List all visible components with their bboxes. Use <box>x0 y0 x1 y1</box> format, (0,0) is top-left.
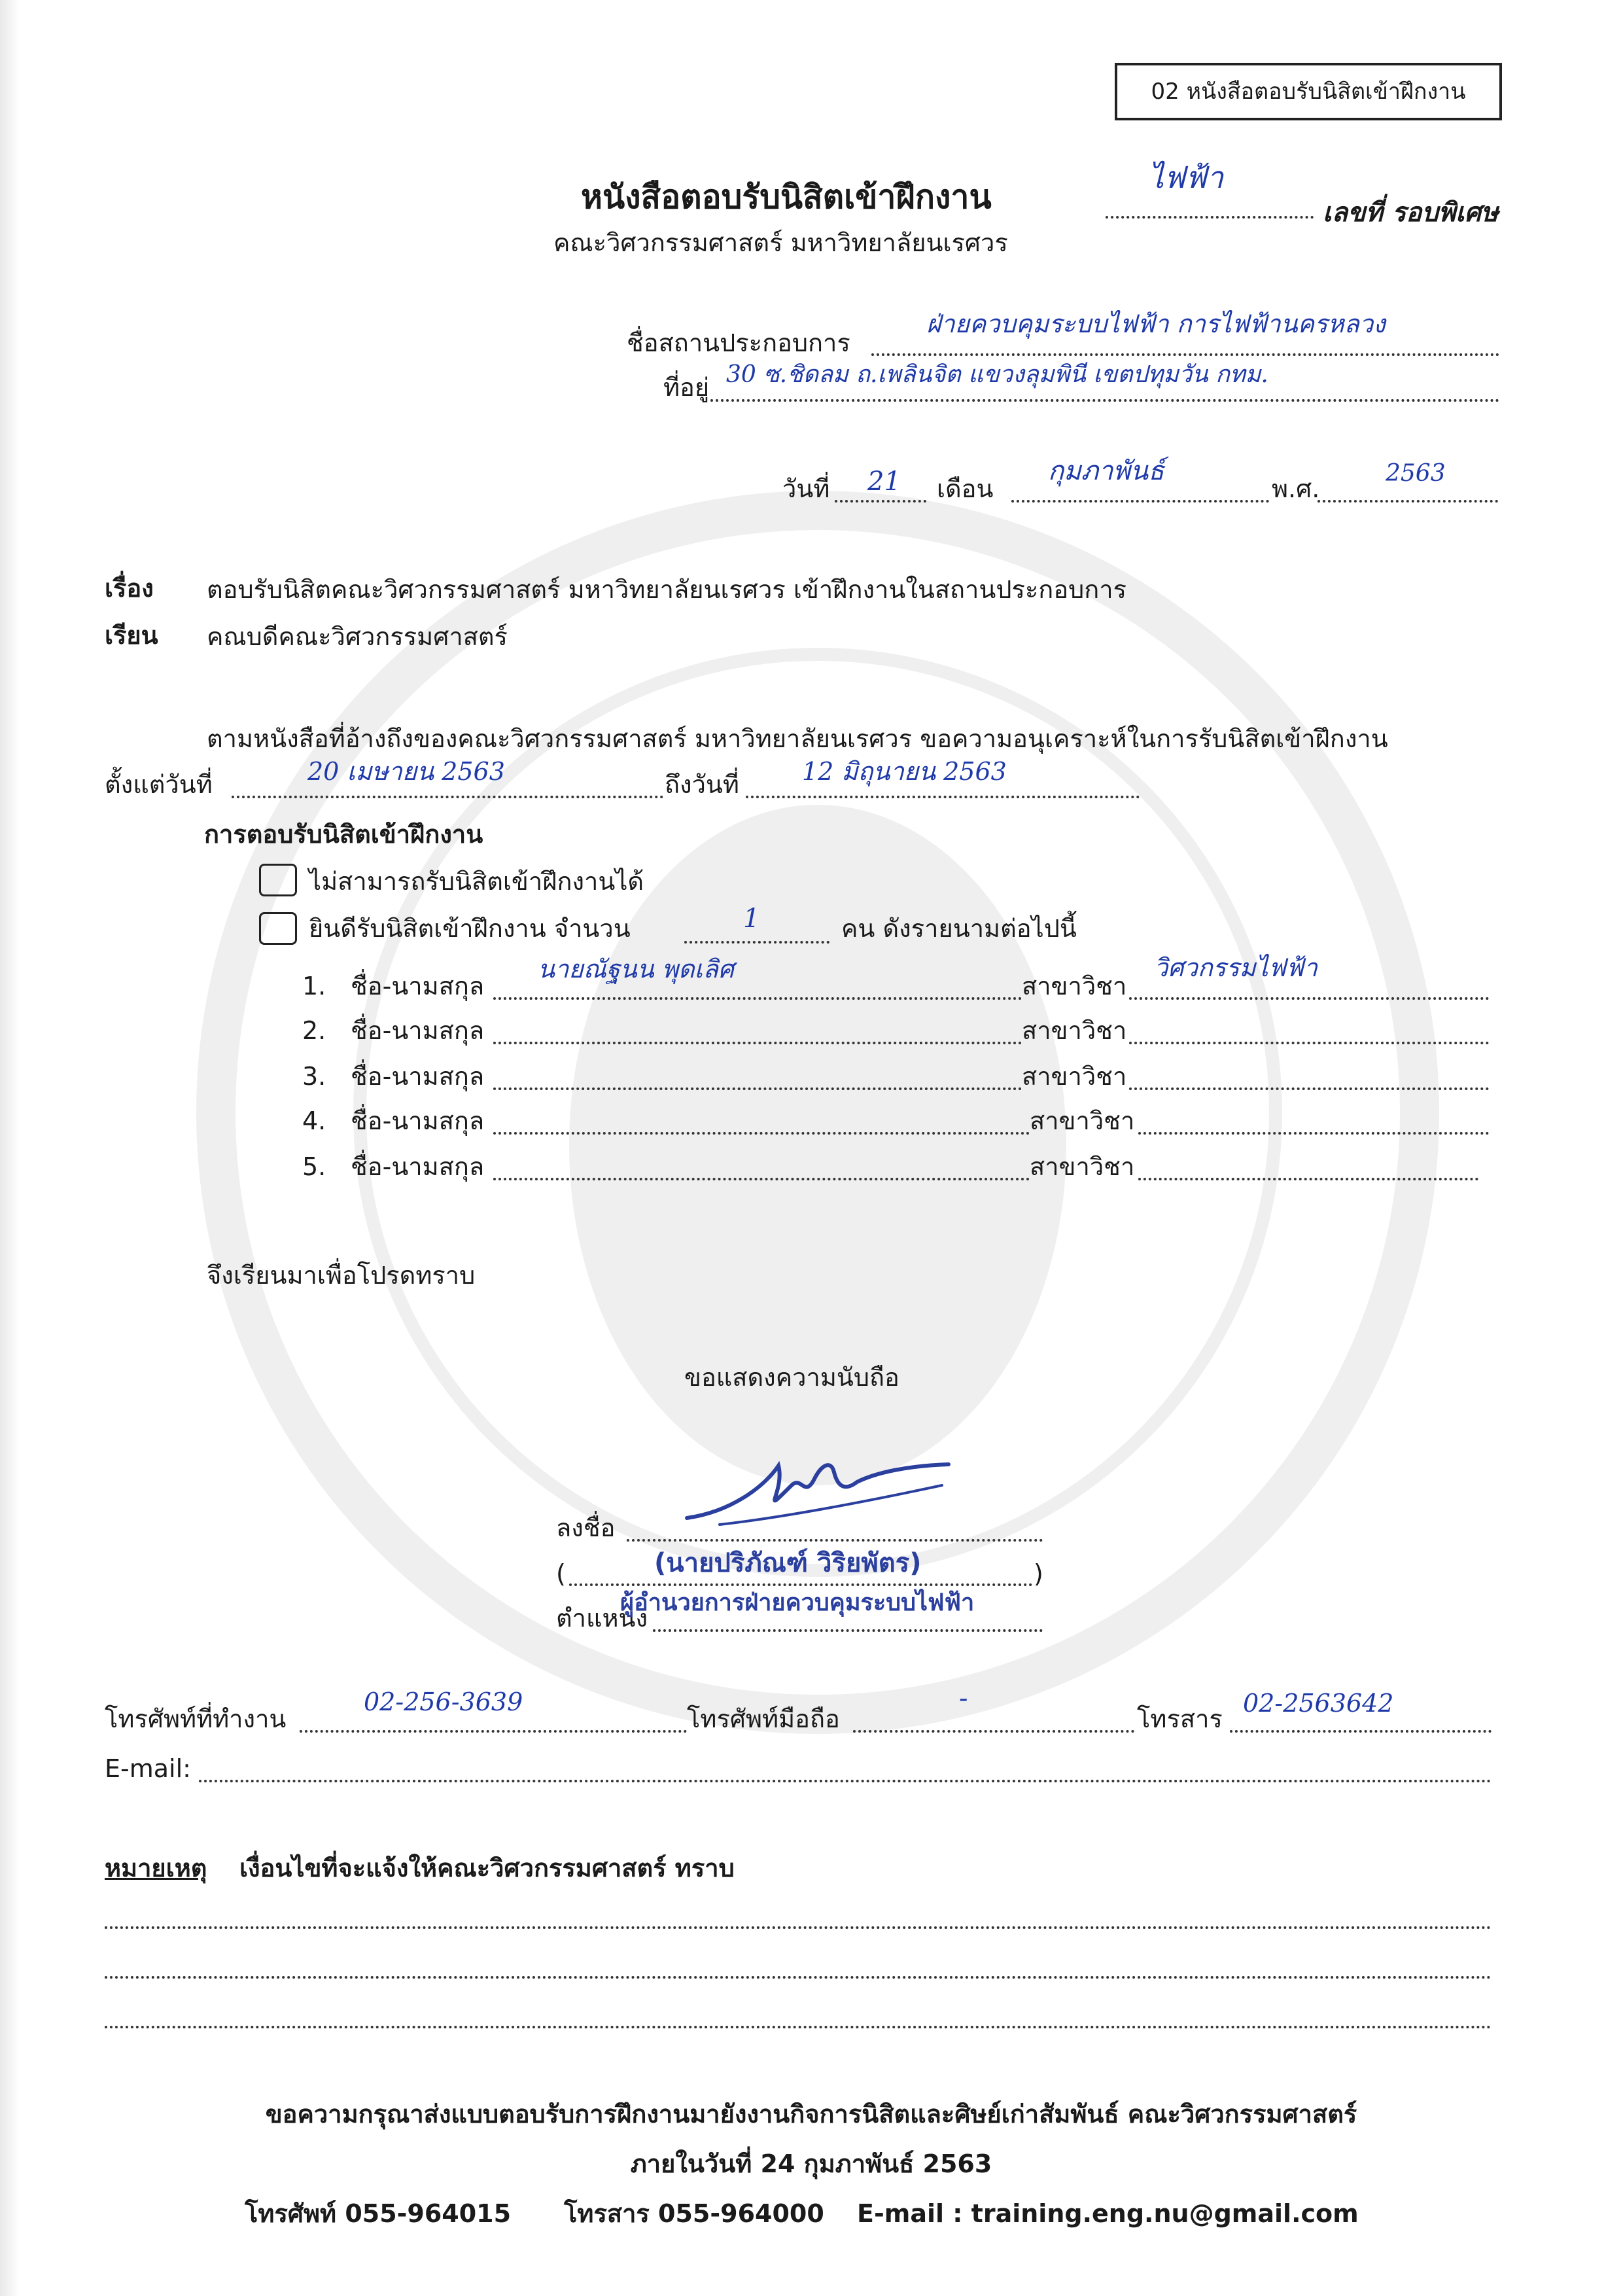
footer-line-1: ขอความกรุณาส่งแบบตอบรับการฝึกงานมายังงานกิจการนิสิตและศิษย์เก่าสัมพันธ์ คณะวิศวกรรมศาสตร์ <box>265 2100 1357 2128</box>
student-major-line <box>1129 1087 1489 1090</box>
student-name-label: ชื่อ-นามสกุล <box>351 1106 485 1135</box>
from-date-label: ตั้งแต่วันที่ <box>105 770 213 799</box>
footer-line-2: ภายในวันที่ 24 กุมภาพันธ์ 2563 <box>630 2149 992 2178</box>
email-line <box>199 1780 1492 1782</box>
sign-label: ลงชื่อ <box>556 1513 616 1542</box>
establishment-name-label: ชื่อสถานประกอบการ <box>627 328 850 357</box>
count-suffix: คน ดังรายนามต่อไปนี้ <box>841 914 1077 943</box>
mobile-line <box>853 1730 1134 1733</box>
date-year-line <box>1318 500 1498 503</box>
remark-line-3 <box>105 2026 1492 2028</box>
remark-label: หมายเหตุ <box>105 1854 207 1882</box>
footer-phone: โทรศัพท์ 055-964015 <box>245 2199 512 2228</box>
closing-text: จึงเรียนมาเพื่อโปรดทราบ <box>207 1261 476 1290</box>
student-no: 4. <box>302 1106 326 1135</box>
office-phone-line <box>300 1730 687 1733</box>
mobile-value: - <box>959 1684 968 1714</box>
remark-line-2 <box>105 1976 1492 1979</box>
student-major-label: สาขาวิชา <box>1030 1106 1135 1135</box>
fax-label: โทรสาร <box>1137 1704 1223 1733</box>
student-name-line <box>493 1087 1022 1090</box>
doc-code: 02 หนังสือตอบรับนิสิตเข้าฝึกงาน <box>1151 79 1466 105</box>
accept-label: ยินดีรับนิสิตเข้าฝึกงาน จำนวน <box>309 914 631 943</box>
student-name-label: ชื่อ-นามสกุล <box>351 1062 485 1091</box>
from-date-line <box>232 796 663 798</box>
student-name-label: ชื่อ-นามสกุล <box>351 972 485 1000</box>
acceptance-heading: การตอบรับนิสิตเข้าฝึกงาน <box>204 820 483 849</box>
subject-label: เรื่อง <box>105 574 154 603</box>
doc-no-line <box>1106 216 1314 219</box>
to-date-label: ถึงวันที่ <box>665 770 739 799</box>
email-label: E-mail: <box>105 1754 191 1783</box>
to-text: คณบดีคณะวิศวกรรมศาสตร์ <box>207 622 508 651</box>
student-name-label: ชื่อ-นามสกุล <box>351 1016 485 1045</box>
date-month-label: เดือน <box>937 474 994 503</box>
student-major-line <box>1129 1042 1489 1044</box>
position-stamp: ผู้อำนวยการฝ่ายควบคุมระบบไฟฟ้า <box>620 1589 975 1616</box>
establishment-name-value: ฝ่ายควบคุมระบบไฟฟ้า การไฟฟ้านครหลวง <box>926 309 1386 338</box>
footer-email: E-mail : training.eng.nu@gmail.com <box>857 2199 1359 2228</box>
student-name-line <box>493 1042 1022 1044</box>
to-date-line <box>746 796 1140 798</box>
date-month-line <box>1011 500 1269 503</box>
open-paren: ( <box>556 1559 566 1588</box>
student-name-label: ชื่อ-นามสกุล <box>351 1152 485 1181</box>
establishment-name-line <box>871 353 1499 356</box>
student-major-line <box>1138 1178 1478 1180</box>
subject-text: ตอบรับนิสิตคณะวิศวกรรมศาสตร์ มหาวิทยาลัยนเรศวร เข้าฝึกงานในสถานประกอบการ <box>207 575 1127 604</box>
to-date-value: 12 มิถุนายน 2563 <box>802 757 1007 786</box>
student-major: วิศวกรรมไฟฟ้า <box>1154 953 1318 982</box>
office-phone-label: โทรศัพท์ที่ทำงาน <box>105 1704 287 1733</box>
remark-text: เงื่อนไขที่จะแจ้งให้คณะวิศวกรรมศาสตร์ ทราบ <box>239 1854 735 1882</box>
student-no: 2. <box>302 1016 326 1045</box>
from-date-value: 20 เมษายน 2563 <box>307 757 505 786</box>
address-value: 30 ซ.ชิดลม ถ.เพลินจิต แขวงลุมพินี เขตปทุมวัน กทม. <box>726 361 1268 388</box>
student-no: 1. <box>302 972 326 1000</box>
student-name-line <box>493 1178 1030 1180</box>
student-name-line <box>493 1132 1030 1135</box>
student-no: 3. <box>302 1062 326 1091</box>
office-phone-value: 02-256-3639 <box>364 1687 523 1716</box>
date-day: 21 <box>867 467 901 497</box>
to-label: เรียน <box>105 621 158 650</box>
student-major-label: สาขาวิชา <box>1022 1062 1127 1091</box>
address-label: ที่อยู่ <box>663 373 710 402</box>
count-value: 1 <box>743 904 760 934</box>
student-major-line <box>1138 1132 1489 1135</box>
footer-fax: โทรสาร 055-964000 <box>564 2199 824 2228</box>
fax-value: 02-2563642 <box>1243 1689 1394 1718</box>
page-subtitle: คณะวิศวกรรมศาสตร์ มหาวิทยาลัยนเรศวร <box>553 228 1008 257</box>
doc-no-handwritten: ไฟฟ้า <box>1149 160 1224 195</box>
reject-label: ไม่สามารถรับนิสิตเข้าฝึกงานได้ <box>309 867 644 896</box>
student-name-line <box>493 997 1022 1000</box>
signer-name-stamp: (นายปริภัณฑ์ วิริยพัตร) <box>654 1548 922 1578</box>
student-major-label: สาขาวิชา <box>1022 1016 1127 1045</box>
reject-checkbox[interactable] <box>259 864 297 896</box>
remark-line-1 <box>105 1926 1492 1929</box>
doc-code-box <box>1115 63 1502 120</box>
date-year: 2563 <box>1386 460 1446 487</box>
mobile-label: โทรศัพท์มือถือ <box>687 1704 840 1733</box>
fax-line <box>1230 1730 1492 1733</box>
body-paragraph: ตามหนังสือที่อ้างถึงของคณะวิศวกรรมศาสตร์ มหาวิทยาลัยนเรศวร ขอความอนุเคราะห์ในการรับนิสิตเข้าฝึกงาน <box>207 724 1388 753</box>
count-line <box>684 941 829 944</box>
student-no: 5. <box>302 1152 326 1181</box>
page-title: หนังสือตอบรับนิสิตเข้าฝึกงาน <box>581 178 992 216</box>
position-line <box>653 1629 1043 1632</box>
regards-text: ขอแสดงความนับถือ <box>684 1363 899 1392</box>
date-day-label: วันที่ <box>782 474 830 503</box>
doc-no-label: เลขที่ รอบพิเศษ <box>1323 198 1499 228</box>
student-major-label: สาขาวิชา <box>1022 972 1127 1000</box>
student-major-line <box>1129 997 1489 1000</box>
student-major-label: สาขาวิชา <box>1030 1152 1135 1181</box>
date-year-label: พ.ศ. <box>1272 474 1320 503</box>
position-label: ตำแหน่ง <box>556 1604 648 1633</box>
address-line <box>710 399 1499 402</box>
accept-checkbox[interactable] <box>259 912 297 945</box>
date-day-line <box>835 500 926 503</box>
close-paren: ) <box>1034 1559 1043 1588</box>
student-name: นายณัฐนน พุดเลิศ <box>538 955 734 983</box>
date-month: กุมภาพันธ์ <box>1048 456 1164 486</box>
signature-scribble <box>680 1446 955 1538</box>
